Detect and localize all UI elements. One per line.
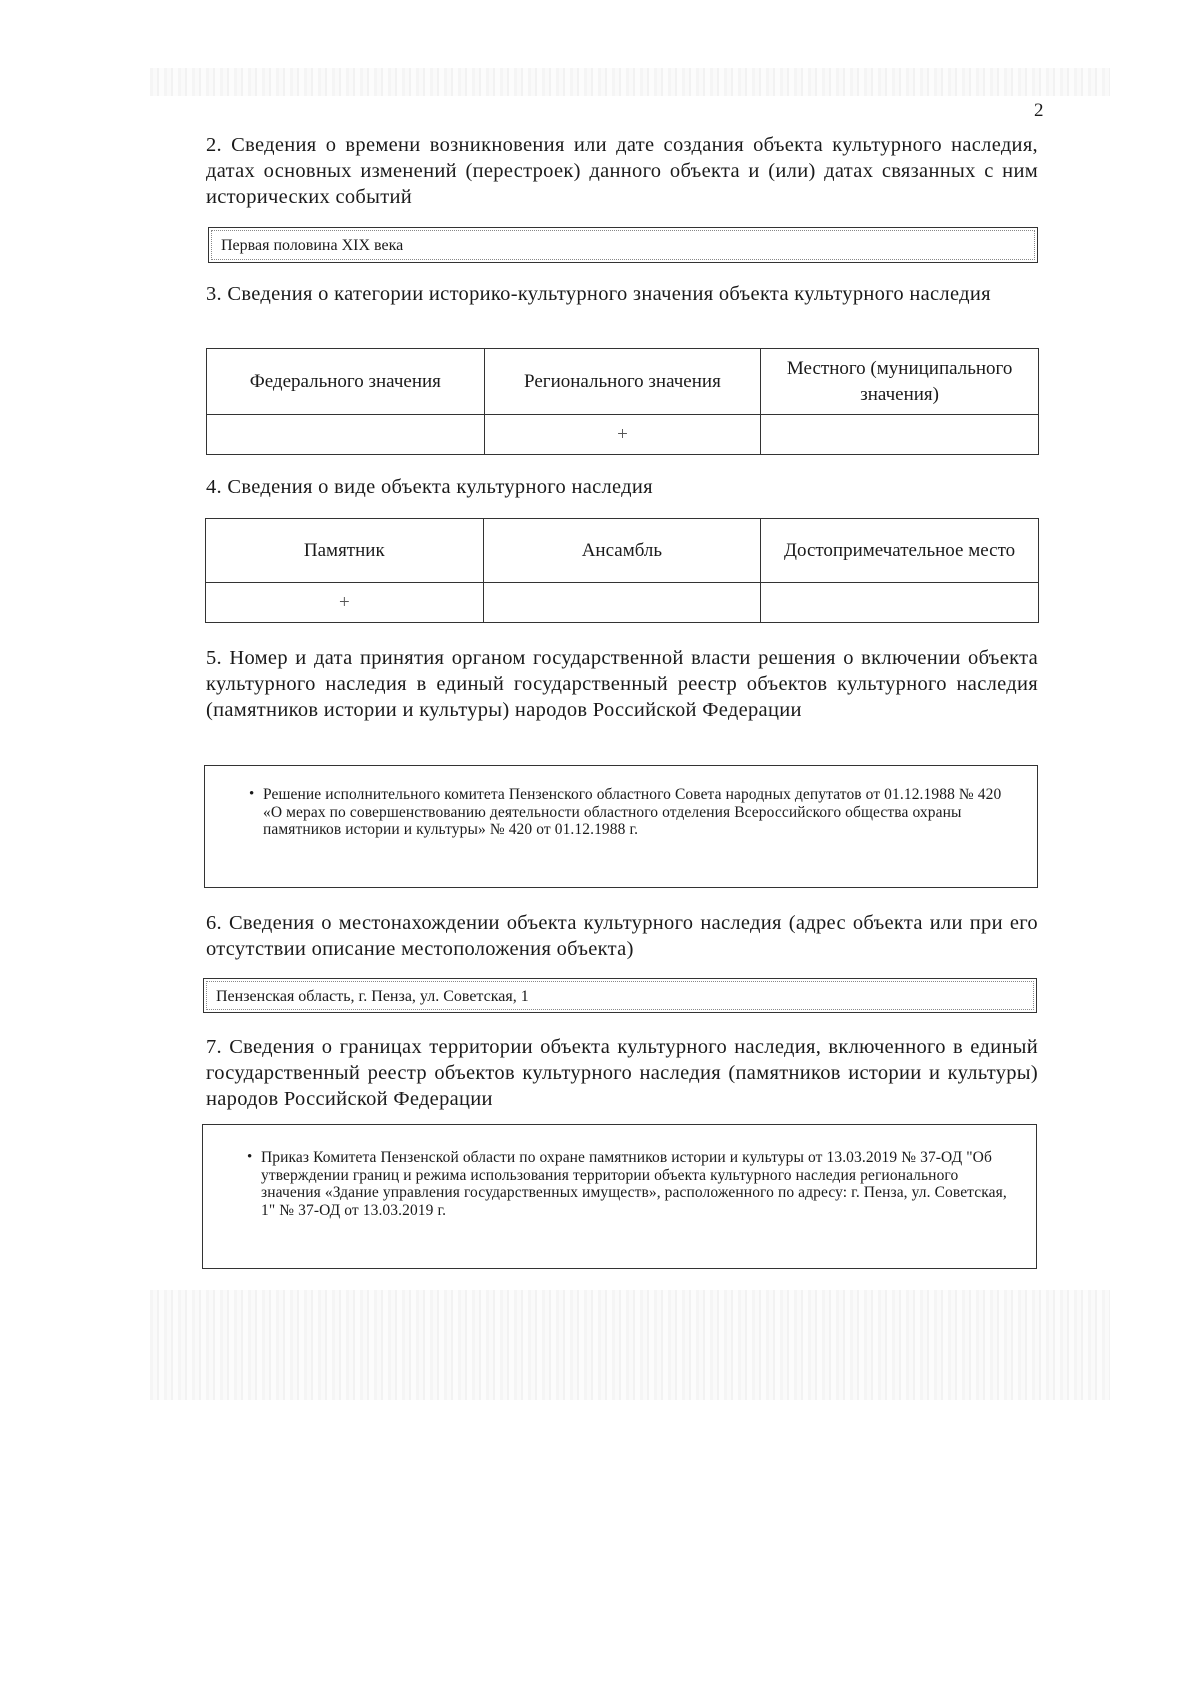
type-table xyxy=(205,518,1039,623)
section-5-box xyxy=(204,765,1038,888)
section-6-heading: 6. Сведения о местонахождении объекта культурного наследия (адрес объекта или при его отсутствии описание местоположения объекта) xyxy=(206,912,1038,960)
category-col-regional: Регионального значения xyxy=(484,349,761,415)
section-5-item: • Решение исполнительного комитета Пензенского областного Совета народных депутатов от 01.12.1988 № 420 «О мерах по совершенствованию деятельности областного отделения Всероссийского общества охраны памятников истории и культуры» № 420 от 01.12.1988 г. xyxy=(263,786,1021,839)
section-5-heading: 5. Номер и дата принятия органом государственной власти решения о включении объекта культурного наследия в единый государственный реестр объектов культурного наследия (памятников истории и культуры) народов Российской Федерации xyxy=(206,647,1038,721)
type-mark-monument: + xyxy=(206,583,484,623)
category-mark-federal xyxy=(207,415,485,455)
section-7-list xyxy=(203,1149,1018,1219)
section-6-value: Пензенская область, г. Пенза, ул. Советская, 1 xyxy=(216,988,529,1005)
section-7-box xyxy=(202,1124,1037,1269)
page-number: 2 xyxy=(1034,100,1044,121)
section-3-heading: 3. Сведения о категории историко-культурного значения объекта культурного наследия xyxy=(206,283,991,305)
category-col-local: Местного (муниципального значения) xyxy=(761,349,1039,415)
type-col-ensemble: Ансамбль xyxy=(483,519,761,583)
type-col-landmark: Достопримечательное место xyxy=(761,519,1039,583)
category-col-federal: Федерального значения xyxy=(207,349,485,415)
category-mark-local xyxy=(761,415,1039,455)
category-table xyxy=(206,348,1039,455)
section-4-heading: 4. Сведения о виде объекта культурного наследия xyxy=(206,476,653,498)
section-2-box xyxy=(208,227,1038,263)
category-mark-regional: + xyxy=(484,415,761,455)
scan-noise-top xyxy=(150,68,1110,96)
section-2-heading: 2. Сведения о времени возникновения или дате создания объекта культурного наследия, датах основных изменений (перестроек) данного объекта и (или) датах связанных с ним исторических событий xyxy=(206,134,1038,208)
type-col-monument: Памятник xyxy=(206,519,484,583)
section-7-heading: 7. Сведения о границах территории объекта культурного наследия, включенного в единый государственный реестр объектов культурного наследия (памятников истории и культуры) народов Российской Федерации xyxy=(206,1036,1038,1110)
section-2-value: Первая половина XIX века xyxy=(221,237,404,254)
section-6-box xyxy=(203,978,1037,1013)
scan-noise-bottom xyxy=(150,1290,1110,1400)
section-7-item: • Приказ Комитета Пензенской области по охране памятников истории и культуры от 13.03.2019 № 37-ОД "Об утверждении границ и режима использования территории объекта культурного наследия регионального значения «Здание управления государственных имуществ», расположенного по адресу: г. Пенза, ул. Советская, 1" № 37-ОД от 13.03.2019 г. xyxy=(261,1149,1018,1219)
type-mark-ensemble xyxy=(483,583,761,623)
type-mark-landmark xyxy=(761,583,1039,623)
section-5-list xyxy=(205,786,1021,839)
